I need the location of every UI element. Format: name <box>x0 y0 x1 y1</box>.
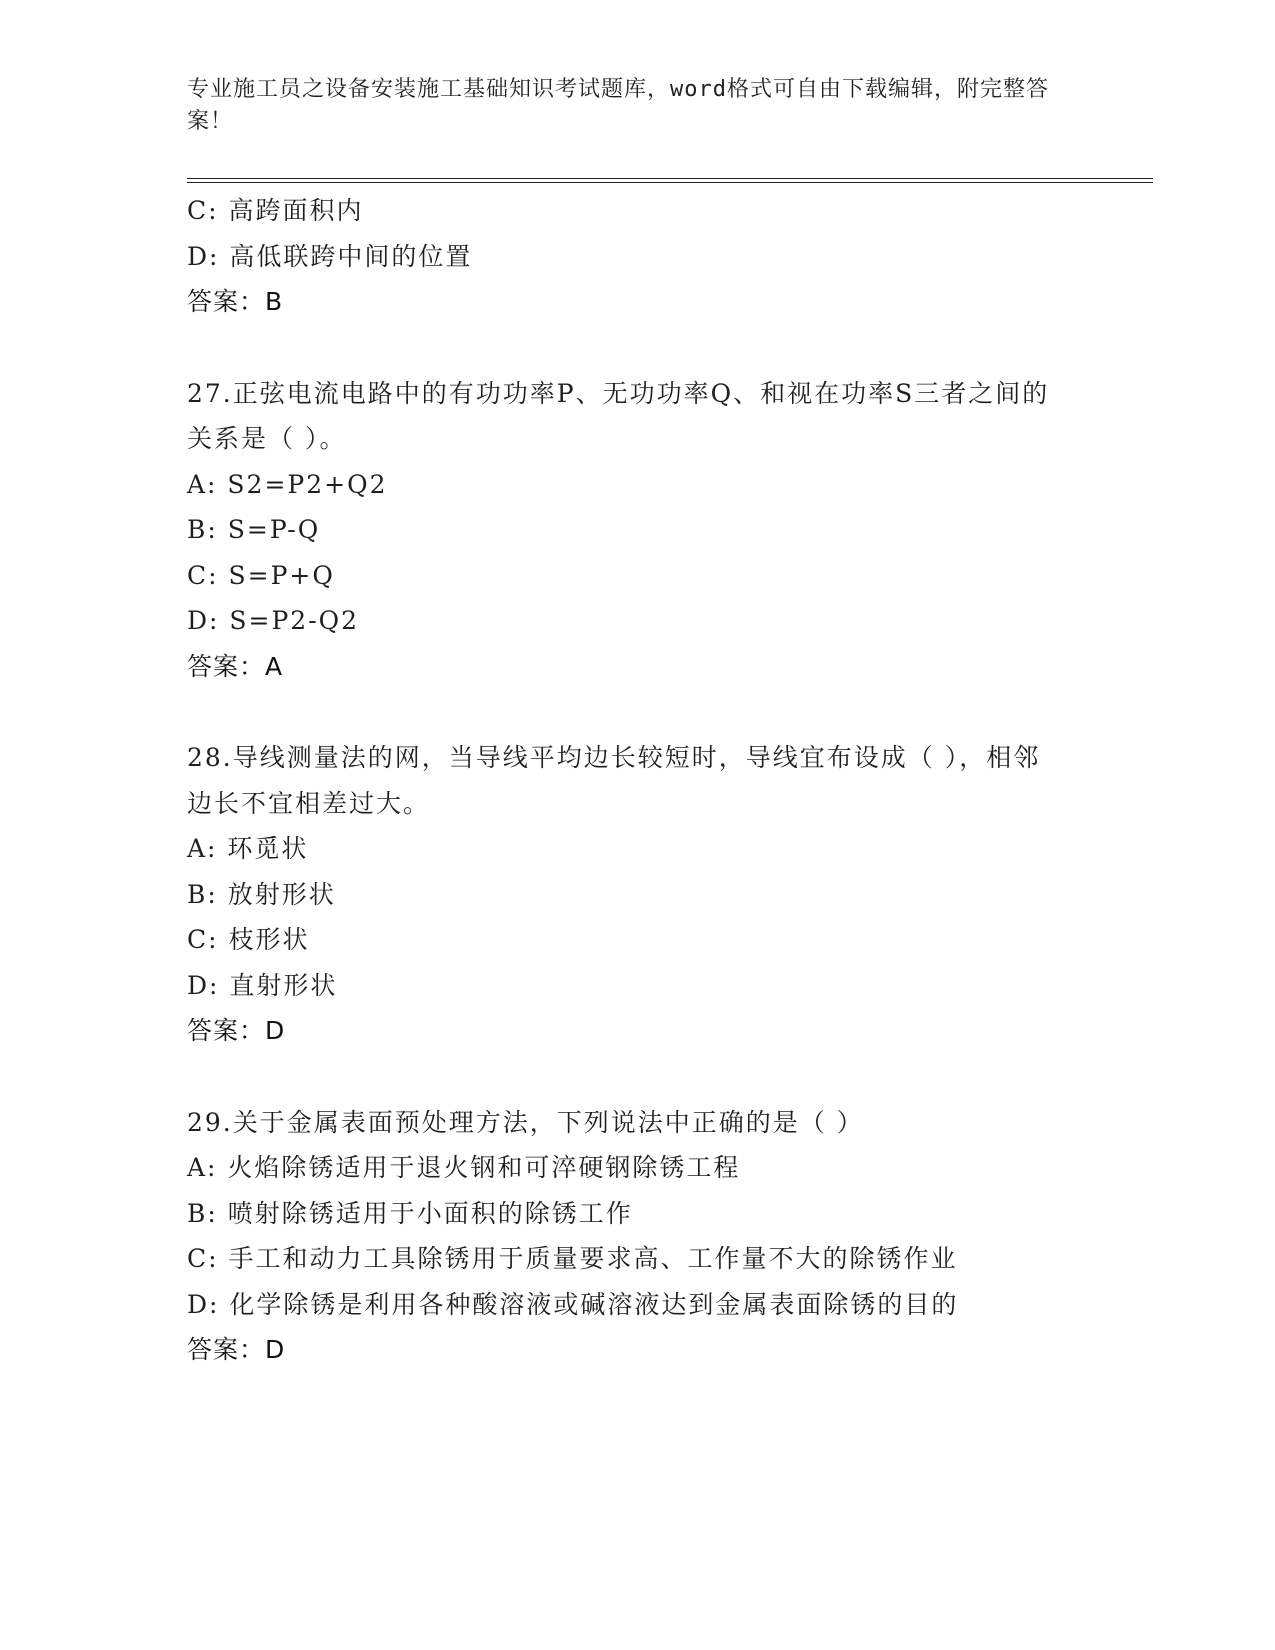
carryover-question <box>187 188 1067 325</box>
answer-line: 答案：D <box>187 1016 286 1045</box>
option-d: D: 高低联跨中间的位置 <box>187 241 473 271</box>
option-c: C: 高跨面积内 <box>187 196 364 225</box>
question-stem: 29.关于金属表面预处理方法，下列说法中正确的是（ ） <box>187 1107 864 1137</box>
option-d: D: 直射形状 <box>187 970 338 1000</box>
option-a: A: 环觅状 <box>187 834 309 863</box>
option-b: B: S=P-Q <box>187 515 321 544</box>
option-c: C: 手工和动力工具除锈用于质量要求高、工作量不大的除锈作业 <box>187 1244 958 1273</box>
option-b: B: 喷射除锈适用于小面积的除锈工作 <box>187 1198 633 1228</box>
option-b: B: 放射形状 <box>187 879 336 909</box>
answer-line: 答案：B <box>187 287 284 316</box>
question-stem: 28.导线测量法的网，当导线平均边长较短时，导线宜布设成（ ），相邻边长不宜相差过大。 <box>187 743 1041 818</box>
question-stem: 27.正弦电流电路中的有功功率P、无功功率Q、和视在功率S三者之间的关系是（ ）。 <box>187 378 1050 453</box>
question-list <box>187 188 1067 1373</box>
question-29 <box>187 1100 1067 1373</box>
option-d: D: S=P2-Q2 <box>187 606 360 635</box>
option-a: A: S2=P2+Q2 <box>187 469 388 499</box>
header-divider-bottom <box>187 182 1153 183</box>
answer-line: 答案：D <box>187 1335 286 1364</box>
option-c: C: S=P+Q <box>187 560 335 590</box>
document-header: 专业施工员之设备安装施工基础知识考试题库，word格式可自由下载编辑，附完整答案！ <box>187 77 1049 134</box>
answer-line: 答案：A <box>187 651 284 681</box>
option-c: C: 枝形状 <box>187 925 310 954</box>
option-d: D: 化学除锈是利用各种酸溶液或碱溶液达到金属表面除锈的目的 <box>187 1289 959 1319</box>
question-28 <box>187 735 1067 1054</box>
header-divider-top <box>187 178 1153 179</box>
option-a: A: 火焰除锈适用于退火钢和可淬硬钢除锈工程 <box>187 1153 741 1182</box>
question-27 <box>187 371 1067 690</box>
